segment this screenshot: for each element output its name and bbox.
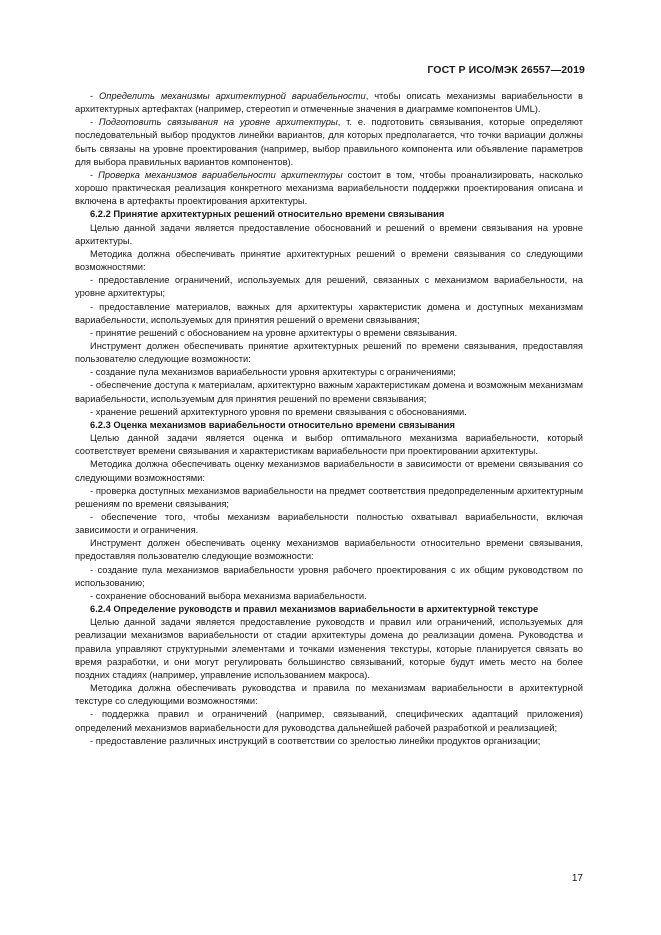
paragraph-text: состоит в том, чтобы проанализировать, насколько хорошо практическая реализация конкретного механизма вариабельности поддержки проектирования описана и включена в артефакты проектирования архитектуры.: [75, 169, 584, 207]
list-item: - проверка доступных механизмов вариабельности на предмет соответствия предопределенным архитектурным решениям по времени связывания;: [75, 485, 583, 509]
list-dash: -: [90, 169, 99, 180]
list-dash: -: [90, 91, 100, 101]
paragraph-prepare-bindings: [75, 116, 583, 169]
page-body: [75, 90, 583, 748]
italic-term: Определить механизмы архитектурной вариабельности: [99, 91, 366, 101]
list-item: - сохранение обоснований выбора механизма вариабельности.: [90, 590, 367, 601]
paragraph-check-mechanisms: [75, 169, 583, 208]
page-number: 17: [571, 873, 583, 884]
list-item: - обеспечение того, чтобы механизм вариабельности полностью охватывал вариабельности, включая зависимости и ограничения.: [75, 512, 583, 536]
paragraph-text: , т. е. подготовить связывания, которые определяют последовательный выбор продуктов линейки вариантов, для которых предполагается, что точки вариации должны быть связаны на уровне проектирования (например, выбор правильного компонента или объявление параметров для выбора правильных вариантов компонентов).: [75, 117, 583, 167]
list-item: - поддержка правил и ограничений (например, связываний, специфических адаптаций приложения) определений механизмов вариабельности для руководства дальнейшей рабочей разработкой и реализацией;: [75, 709, 583, 733]
section-heading-6-2-2: 6.2.2 Принятие архитектурных решений относительно времени связывания: [90, 209, 445, 220]
paragraph-define-mechanisms: [75, 90, 583, 116]
list-item: - создание пула механизмов вариабельности уровня архитектуры с ограничениями;: [90, 367, 456, 378]
list-item: - создание пула механизмов вариабельности уровня рабочего проектирования с их общим руководством по использованию;: [75, 564, 583, 588]
paragraph: Целью данной задачи является оценка и выбор оптимального механизма вариабельности, который соответствует времени связывания и характеристикам вариабельности при проектировании архитектуры.: [75, 433, 583, 457]
paragraph: Методика должна обеспечивать оценку механизмов вариабельности в зависимости от времени связывания со следующими возможностями:: [75, 459, 583, 483]
list-item: - хранение решений архитектурного уровня по времени связывания с обоснованиями.: [90, 406, 467, 417]
list-item: - обеспечение доступа к материалам, архитектурно важным характеристикам домена и возможным механизмам вариабельности, используемым для принятия решений по времени связывания;: [75, 380, 583, 404]
italic-term: Проверка механизмов вариабельности архитектуры: [98, 169, 343, 180]
list-item: - предоставление материалов, важных для архитектуры характеристик домена и доступных механизмам вариабельности, используемых для принятия решений о времени связывания;: [75, 301, 583, 325]
paragraph: Целью данной задачи является предоставление руководств и правил или ограничений, используемых для реализации механизмов вариабельности от стадии архитектуры домена до реализации домена. Руководства и правила управляют структурными элементами и точками изменения текстуры, которые планируется связать во время разработки, и они могут регулировать большинство связываний, которые будут иметь место на более поздних стадиях (например, управление использованием макроса).: [75, 617, 583, 680]
section-heading-6-2-4: 6.2.4 Определение руководств и правил механизмов вариабельности в архитектурной текстуре: [90, 604, 539, 615]
paragraph: Методика должна обеспечивать руководства и правила по механизмам вариабельности в архитектурной текстуре со следующими возможностями:: [75, 683, 583, 707]
paragraph: Методика должна обеспечивать принятие архитектурных решений о времени связывания со следующими возможностями:: [75, 248, 583, 273]
list-item: - предоставление ограничений, используемых для решений, связанных с механизмом вариабельности, на уровне архитектуры;: [75, 275, 583, 299]
paragraph: Инструмент должен обеспечивать принятие архитектурных решений по времени связывания, предоставляя пользователю следующие возможности:: [75, 340, 583, 365]
paragraph: Целью данной задачи является предоставление обоснований и решений о времени связывания на уровне архитектуры.: [75, 222, 583, 246]
paragraph-text: , чтобы описать механизмы вариабельности в архитектурных артефактах (например, стереотип и отмеченные значения в диаграмме компонентов UML).: [75, 91, 584, 115]
italic-term: Подготовить связывания на уровне архитектуры: [98, 117, 338, 128]
paragraph: Инструмент должен обеспечивать оценку механизмов вариабельности относительно времени связывания, предоставляя пользователю следующие возможности:: [75, 538, 583, 562]
list-item: - принятие решений с обоснованием на уровне архитектуры о времени связывания.: [90, 327, 458, 338]
section-heading-6-2-3: 6.2.3 Оценка механизмов вариабельности относительно времени связывания: [90, 419, 455, 430]
list-dash: -: [90, 117, 99, 128]
list-item: - предоставление различных инструкций в соответствии со зрелостью линейки продуктов организации;: [90, 735, 541, 746]
standard-header: ГОСТ Р ИСО/МЭК 26557—2019: [427, 64, 585, 76]
